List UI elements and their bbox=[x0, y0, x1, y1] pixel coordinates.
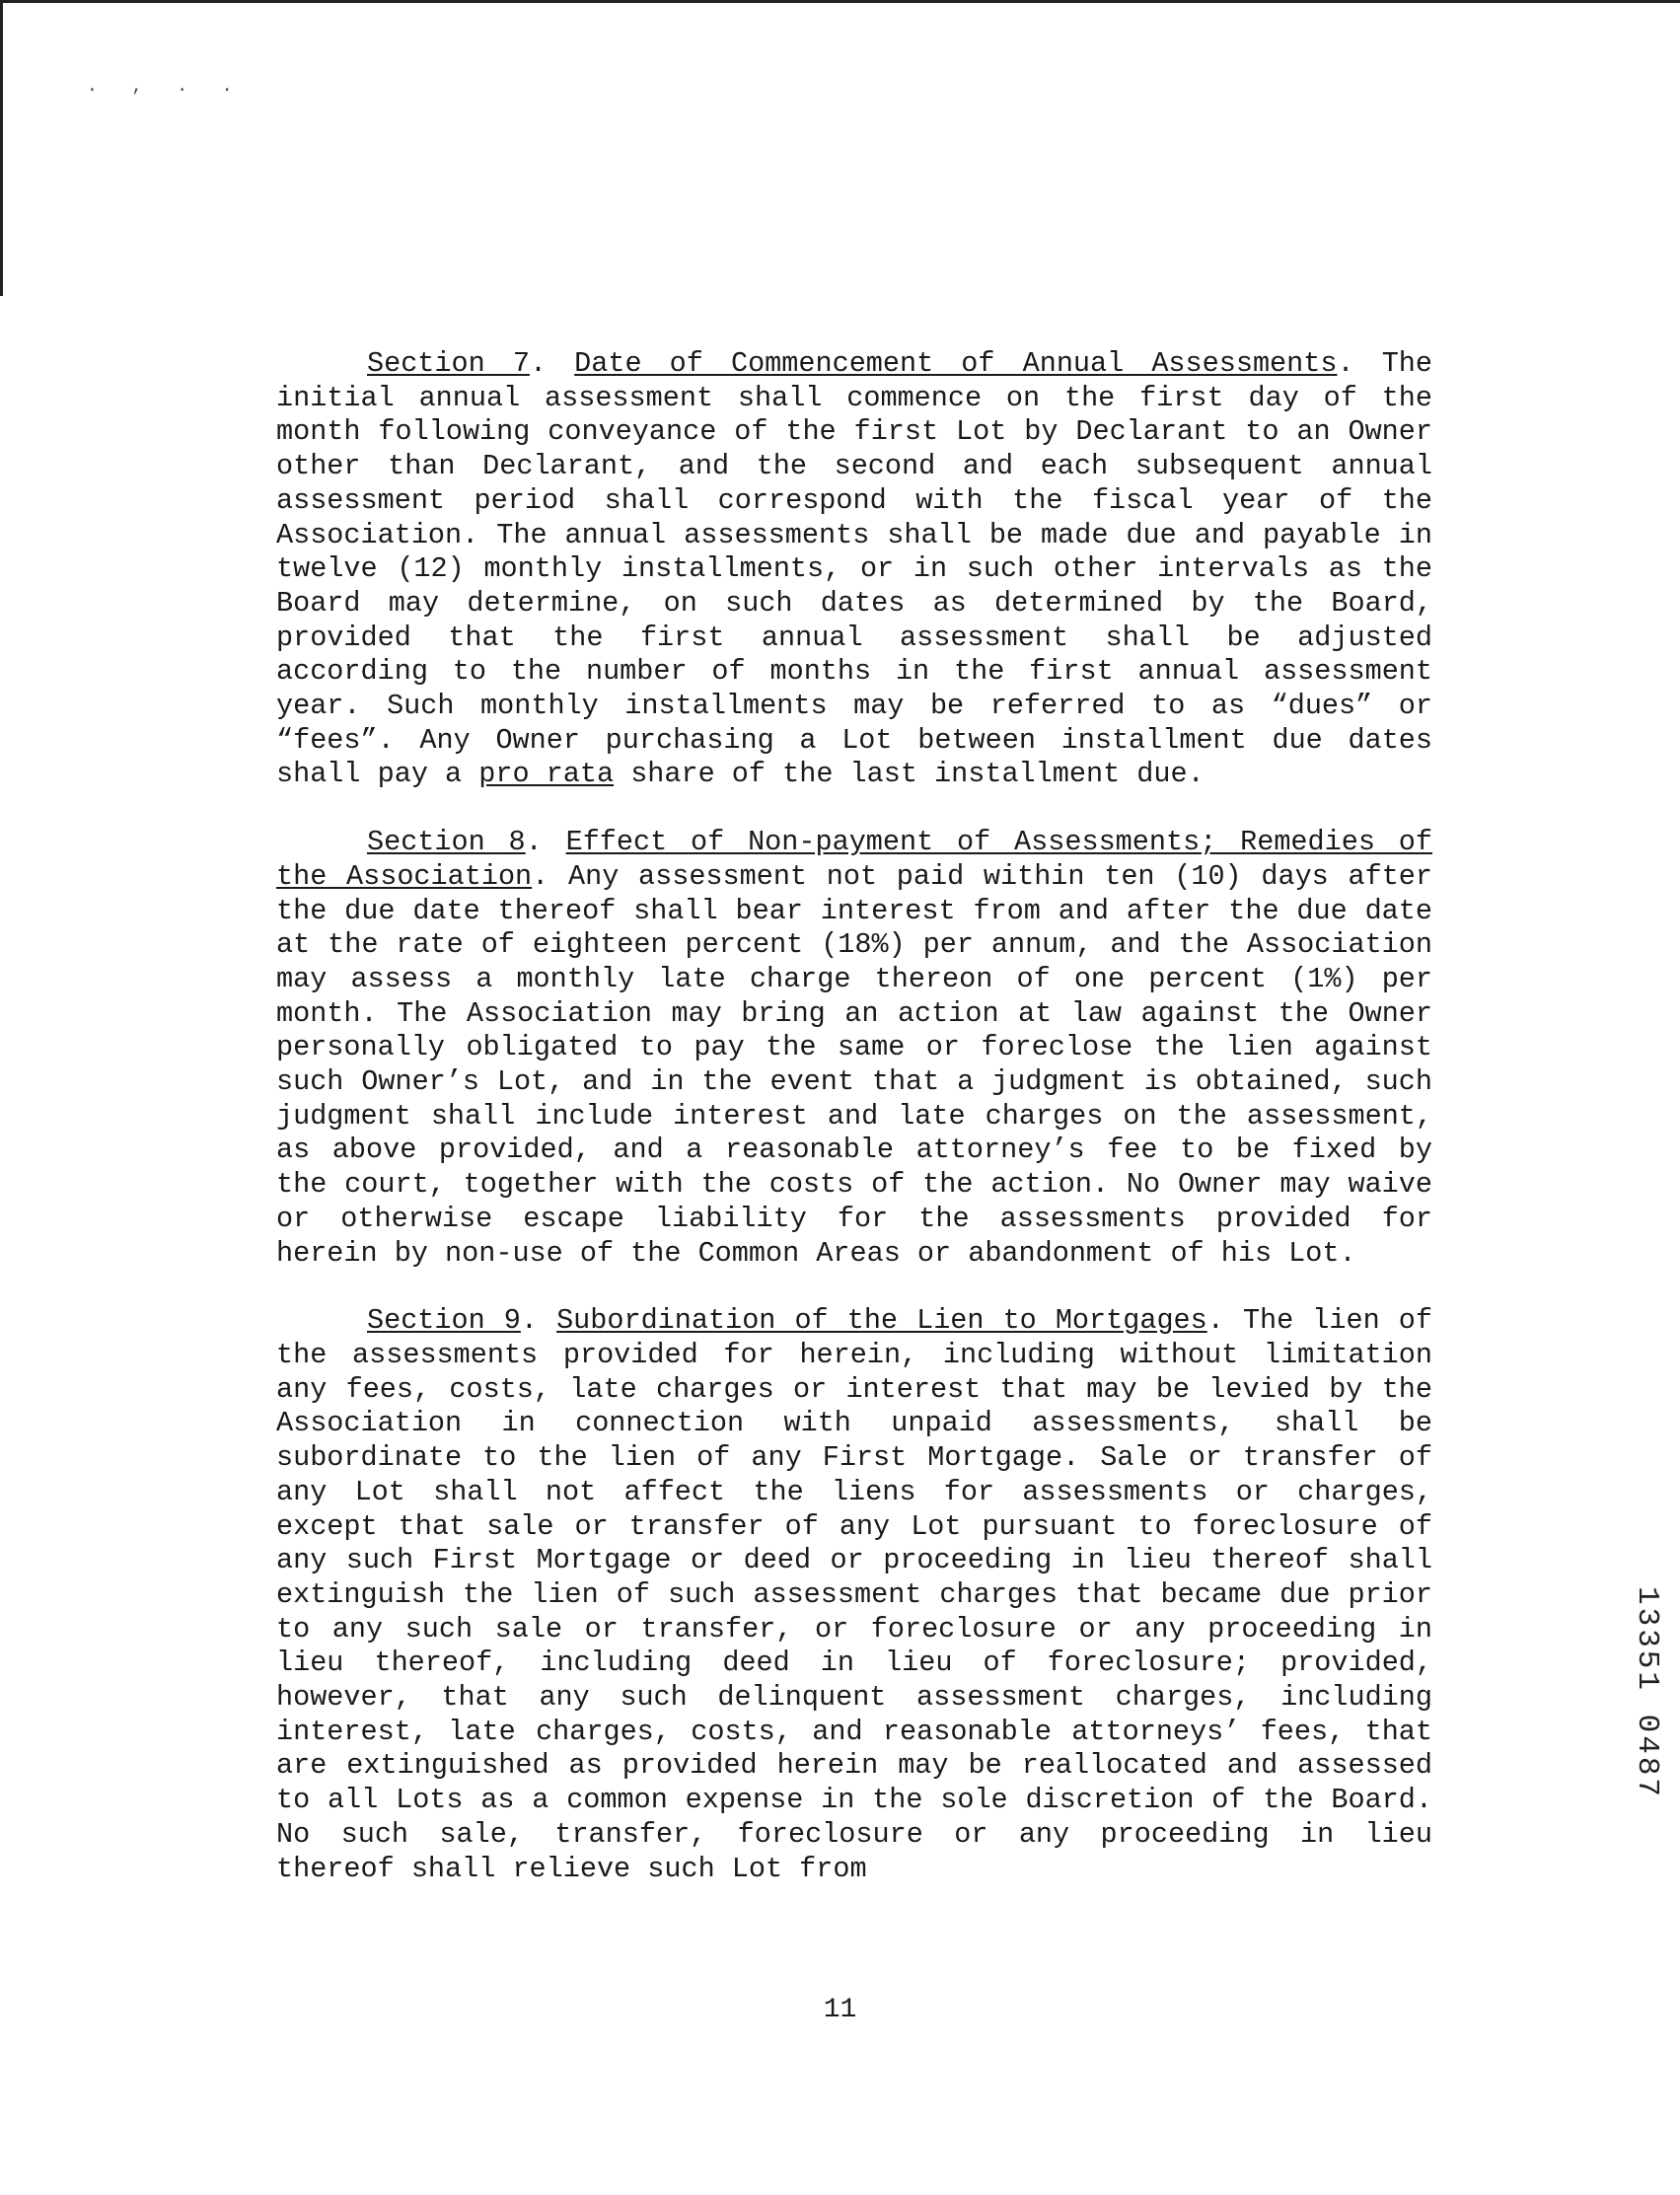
scan-specks: . , . . bbox=[87, 77, 245, 97]
section-7-emphasis: pro rata bbox=[478, 758, 615, 791]
section-8-label: Section 8 bbox=[367, 826, 526, 859]
document-body bbox=[276, 347, 1432, 1920]
section-7-text: The initial annual assessment shall commence on the first day of the month following conveyance of the first Lot by Declarant to an Owner other than Declarant, and the second and each subsequent annual assessment period shall correspond with the fiscal year of the Association. The annual assessments shall be made due and payable in twelve (12) monthly installments, or in such other intervals as the Board may determine, on such dates as determined by the Board, provided that the first annual assessment shall be adjusted according to the number of months in the first annual assessment year. Such monthly installments may be referred to as “dues” or “fees”. Any Owner purchasing a Lot between installment due dates shall pay a bbox=[276, 347, 1432, 791]
section-9-title: Subordination of the Lien to Mortgages bbox=[556, 1304, 1207, 1338]
section-7-title: Date of Commencement of Annual Assessments bbox=[574, 347, 1338, 380]
page-number: 11 bbox=[823, 1995, 857, 2025]
section-8-title: Effect of Non-payment of Assessments; Remedies of the Association bbox=[276, 826, 1432, 893]
section-7-text-end: share of the last installment due. bbox=[630, 758, 1205, 791]
section-9: Section 9. Subordination of the Lien to Mortgages. The lien of the assessments provided for herein, including without limitation any fees, costs, late charges or interest that may be levied by the Association in connection with unpaid assessments, shall be subordinate to the lien of any First Mortgage. Sale or transfer of any Lot shall not affect the liens for assessments or charges, except that sale or transfer of any Lot pursuant to foreclosure of any such First Mortgage or deed or proceeding in lieu thereof shall extinguish the lien of such assessment charges that became due prior to any such sale or transfer, or foreclosure or any proceeding in lieu thereof, including deed in lieu of foreclosure; provided, however, that any such delinquent assessment charges, including interest, late charges, costs, and reasonable attorneys’ fees, that are extinguished as provided herein may be reallocated and assessed to all Lots as a common expense in the sole discretion of the Board. No such sale, transfer, foreclosure or any proceeding in lieu thereof shall relieve such Lot from bbox=[276, 1304, 1432, 1885]
recording-number: 13351 0487 bbox=[1630, 1586, 1664, 1800]
section-9-text: The lien of the assessments provided for herein, including without limitation any fees, costs, late charges or interest that may be levied by the Association in connection with unpaid assessments, shall be subordinate to the lien of any First Mortgage. Sale or transfer of any Lot shall not affect the liens for assessments or charges, except that sale or transfer of any Lot pursuant to foreclosure of any such First Mortgage or deed or proceeding in lieu thereof shall extinguish the lien of such assessment charges that became due prior to any such sale or transfer, or foreclosure or any proceeding in lieu thereof, including deed in lieu of foreclosure; provided, however, that any such delinquent assessment charges, including interest, late charges, costs, and reasonable attorneys’ fees, that are extinguished as provided herein may be reallocated and assessed to all Lots as a common expense in the sole discretion of the Board. No such sale, transfer, foreclosure or any proceeding in lieu thereof shall relieve such Lot from bbox=[276, 1304, 1432, 1885]
section-9-label: Section 9 bbox=[367, 1304, 521, 1338]
section-8: Section 8. Effect of Non-payment of Assessments; Remedies of the Association. Any assessment not paid within ten (10) days after the due date thereof shall bear interest from and after the due date at the rate of eighteen percent (18%) per annum, and the Association may assess a monthly late charge thereon of one percent (1%) per month. The Association may bring an action at law against the Owner personally obligated to pay the same or foreclose the lien against such Owner’s Lot, and in the event that a judgment is obtained, such judgment shall include interest and late charges on the assessment, as above provided, and a reasonable attorney’s fee to be fixed by the court, together with the costs of the action. No Owner may waive or otherwise escape liability for the assessments provided for herein by non-use of the Common Areas or abandonment of his Lot. bbox=[276, 826, 1432, 1270]
top-edge-rule bbox=[0, 0, 1680, 3]
section-7: Section 7. Date of Commencement of Annual Assessments. The initial annual assessment shall commence on the first day of the month following conveyance of the first Lot by Declarant to an Owner other than Declarant, and the second and each subsequent annual assessment period shall correspond with the fiscal year of the Association. The annual assessments shall be made due and payable in twelve (12) monthly installments, or in such other intervals as the Board may determine, on such dates as determined by the Board, provided that the first annual assessment shall be adjusted according to the number of months in the first annual assessment year. Such monthly installments may be referred to as “dues” or “fees”. Any Owner purchasing a Lot between installment due dates shall pay a pro rata share of the last installment due. bbox=[276, 347, 1432, 791]
left-edge-rule bbox=[0, 0, 3, 296]
section-7-label: Section 7 bbox=[367, 347, 530, 380]
section-8-text: Any assessment not paid within ten (10) days after the due date thereof shall bear interest from and after the due date at the rate of eighteen percent (18%) per annum, and the Association may assess a monthly late charge thereon of one percent (1%) per month. The Association may bring an action at law against the Owner personally obligated to pay the same or foreclose the lien against such Owner’s Lot, and in the event that a judgment is obtained, such judgment shall include interest and late charges on the assessment, as above provided, and a reasonable attorney’s fee to be fixed by the court, together with the costs of the action. No Owner may waive or otherwise escape liability for the assessments provided for herein by non-use of the Common Areas or abandonment of his Lot. bbox=[276, 859, 1432, 1270]
